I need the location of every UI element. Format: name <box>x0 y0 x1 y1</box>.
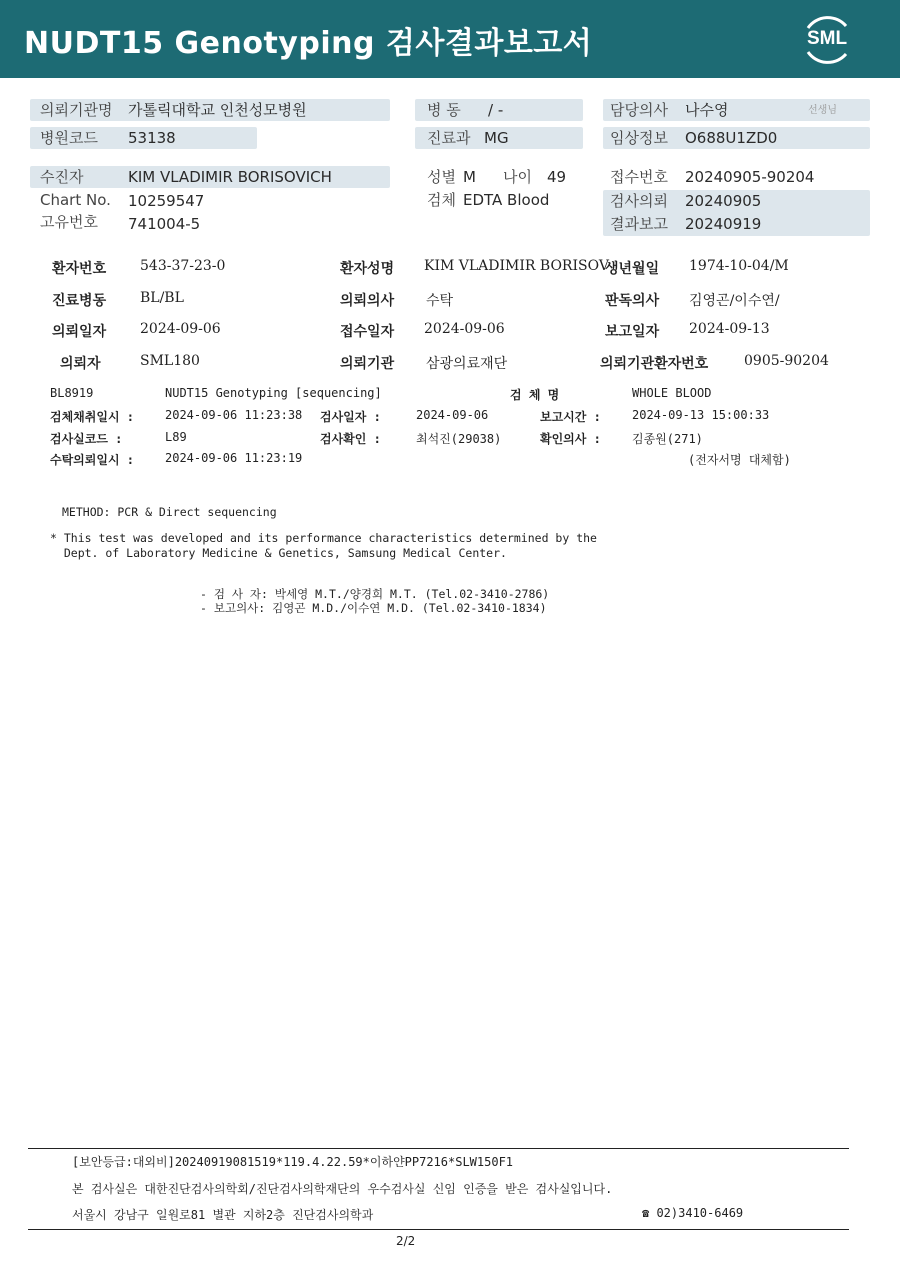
patient-name-value: KIM VLADIMIR BORISOV <box>424 258 609 274</box>
report-time-value: 2024-09-13 15:00:33 <box>632 408 770 422</box>
report-title: NUDT15 Genotyping 검사결과보고서 <box>24 26 593 61</box>
ward-block-value: BL/BL <box>140 290 184 306</box>
specimen-name-label: 검 체 명 <box>510 388 560 402</box>
req-date-value: 2024-09-06 <box>140 321 221 337</box>
unique-label: 고유번호 <box>40 213 98 231</box>
test-request-label: 검사의뢰 <box>610 192 668 210</box>
phone-number: ☎ 02)3410-6469 <box>642 1206 744 1220</box>
recv-date-value: 2024-09-06 <box>424 321 505 337</box>
report-header <box>0 0 900 78</box>
collect-label: 검체채취일시 : <box>50 410 135 424</box>
confirm-doctor-value: 김종원(271) <box>632 432 703 446</box>
doctor-value: 나수영 <box>685 101 729 119</box>
page-number: 2/2 <box>396 1234 416 1248</box>
test-request-value: 20240905 <box>685 192 762 210</box>
hospital-code-label: 병원코드 <box>40 129 98 147</box>
test-confirm-label: 검사확인 : <box>320 432 381 446</box>
patient-no-label: 환자번호 <box>52 261 107 277</box>
req-doctor-label: 의뢰의사 <box>340 293 395 309</box>
sex-label: 성별 <box>427 168 456 186</box>
result-report-value: 20240919 <box>685 215 762 233</box>
ward-label: 병 동 <box>427 101 461 119</box>
report-time-label: 보고시간 : <box>540 410 601 424</box>
test-code: BL8919 <box>50 386 94 400</box>
report-date-label: 보고일자 <box>605 324 660 340</box>
collect-value: 2024-09-06 11:23:38 <box>165 408 303 422</box>
address-line: 서울시 강남구 일원로81 별관 지하2층 진단검사의학과 <box>72 1208 374 1222</box>
esign-note: (전자서명 대체함) <box>688 453 791 467</box>
test-name: NUDT15 Genotyping [sequencing] <box>165 386 382 400</box>
note-line-1: * This test was developed and its performance characteristics determined by the <box>50 531 597 545</box>
clinical-label: 임상정보 <box>610 129 668 147</box>
footer-bottom-rule <box>28 1229 849 1230</box>
receipt-label: 접수번호 <box>610 168 668 186</box>
doctor-suffix: 선생님 <box>808 105 837 116</box>
reader-label: 판독의사 <box>605 293 660 309</box>
patient-label: 수진자 <box>40 168 84 186</box>
test-date-value: 2024-09-06 <box>416 408 489 422</box>
consign-value: 2024-09-06 11:23:19 <box>165 451 303 465</box>
footer-top-rule <box>28 1148 849 1149</box>
institution-value: 가톨릭대학교 인천성모병원 <box>128 101 307 119</box>
sex-value: M <box>463 168 476 186</box>
req-inst-patno-label: 의뢰기관환자번호 <box>600 356 709 372</box>
report-date-value: 2024-09-13 <box>689 321 770 337</box>
patient-name-label: 환자성명 <box>340 261 395 277</box>
specimen-value: EDTA Blood <box>463 191 550 209</box>
clinical-value: O688U1ZD0 <box>685 129 778 147</box>
chart-label: Chart No. <box>40 191 111 209</box>
dept-label: 진료과 <box>427 129 471 147</box>
ward-block-label: 진료병동 <box>52 293 107 309</box>
req-inst-label: 의뢰기관 <box>340 356 395 372</box>
tester-line: - 검 사 자: 박세영 M.T./양경희 M.T. (Tel.02-3410-2786) <box>200 587 550 601</box>
institution-label: 의뢰기관명 <box>40 101 113 119</box>
req-inst-value: 삼광의료재단 <box>426 356 508 372</box>
security-line: [보안등급:대외비]20240919081519*119.4.22.59*이하얀PP7216*SLW150F1 <box>72 1155 514 1169</box>
req-date-label: 의뢰일자 <box>52 324 107 340</box>
method-line: METHOD: PCR & Direct sequencing <box>62 505 277 519</box>
test-confirm-value: 최석진(29038) <box>416 432 502 446</box>
requester-label: 의뢰자 <box>60 356 101 372</box>
patient-no-value: 543-37-23-0 <box>140 258 226 274</box>
test-date-label: 검사일자 : <box>320 410 381 424</box>
ward-value: / - <box>488 101 504 119</box>
receipt-value: 20240905-90204 <box>685 168 815 186</box>
reader-value: 김영곤/이수연/ <box>689 293 780 309</box>
note-line-2: Dept. of Laboratory Medicine & Genetics, Samsung Medical Center. <box>50 546 507 560</box>
chart-value: 10259547 <box>128 192 205 210</box>
lab-code-label: 검사실코드 : <box>50 432 123 446</box>
unique-value: 741004-5 <box>128 215 201 233</box>
lab-code-value: L89 <box>165 430 187 444</box>
requester-value: SML180 <box>140 353 200 369</box>
birth-value: 1974-10-04/M <box>689 258 789 274</box>
logo-text: SML <box>806 28 848 49</box>
specimen-name-value: WHOLE BLOOD <box>632 386 712 400</box>
specimen-label: 검체 <box>427 191 456 209</box>
age-label: 나이 <box>503 168 532 186</box>
certification-line: 본 검사실은 대한진단검사의학회/진단검사의학재단의 우수검사실 신임 인증을 받은 검사실입니다. <box>72 1182 613 1196</box>
age-value: 49 <box>547 168 567 186</box>
sml-logo <box>796 10 858 68</box>
doctor-label: 담당의사 <box>610 101 668 119</box>
recv-date-label: 접수일자 <box>340 324 395 340</box>
result-report-label: 결과보고 <box>610 215 668 233</box>
patient-value: KIM VLADIMIR BORISOVICH <box>128 168 332 186</box>
req-inst-patno-value: 0905-90204 <box>744 353 829 369</box>
birth-label: 생년월일 <box>605 261 660 277</box>
reporter-line: - 보고의사: 김영곤 M.D./이수연 M.D. (Tel.02-3410-1834) <box>200 601 547 615</box>
confirm-doctor-label: 확인의사 : <box>540 432 601 446</box>
consign-label: 수탁의뢰일시 : <box>50 453 135 467</box>
hospital-code-value: 53138 <box>128 129 176 147</box>
req-doctor-value: 수탁 <box>426 293 454 309</box>
dept-value: MG <box>484 129 509 147</box>
